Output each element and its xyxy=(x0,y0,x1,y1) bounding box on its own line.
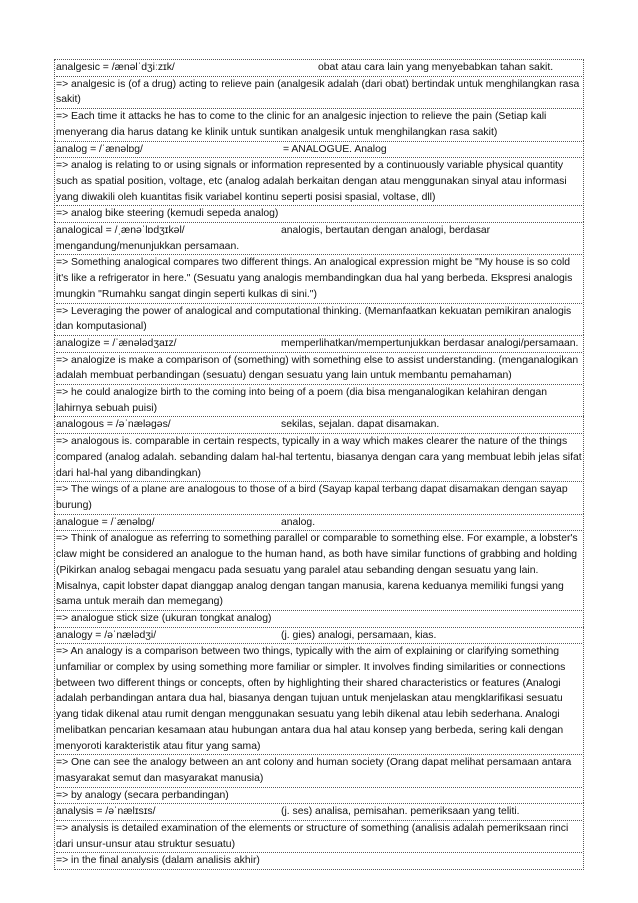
entry-term: analogical = /ˌænəˈlɒdʒɪkəl/ xyxy=(56,225,185,237)
entry-meaning: sekilas, sejalan. dapat disamakan. xyxy=(281,419,440,431)
entry-analgesic xyxy=(54,59,584,141)
entry-analogize xyxy=(54,335,584,417)
entry-line: => One can see the analogy between an ant colony and human society (Orang dapat melihat persamaan antara masyarakat semut dan masyarakat manusia) xyxy=(56,755,582,787)
entry-meaning: analog. xyxy=(281,516,316,528)
entry-headline xyxy=(56,336,582,353)
entry-line: => in the final analysis (dalam analisis akhir) xyxy=(56,855,260,867)
dictionary-document xyxy=(54,59,584,870)
entry-term: analog = /ˈænəlɒg/ xyxy=(56,143,143,155)
entry-headline xyxy=(56,628,582,645)
entry-line: => analgesic is (of a drug) acting to relieve pain (analgesik adalah (dari obat) bertindak untuk menghilangkan rasa sakit) xyxy=(56,77,582,109)
entry-line: => Leveraging the power of analogical and computational thinking. (Memanfaatkan kekuatan pemikiran analogis dan komputasional) xyxy=(56,305,572,333)
entry-analogous xyxy=(54,416,584,513)
entry-meaning: memperlihatkan/mempertunjukkan berdasar analogi/persamaan. xyxy=(281,337,579,349)
entry-meaning: analogis, bertautan dengan analogi, berdasar mengandung/menunjukkan persamaan. xyxy=(56,225,491,252)
entry-line: => analog is relating to or using signals or information represented by a continuously variable physical quantity such as spatial position, voltage, etc (analog adalah berkaitan dengan atau menggunakan sinyal atau informasi yang diwakili oleh kuantitas fisik variabel kontinu seperti posisi spasial, voltase, dll) xyxy=(56,158,582,206)
entry-meaning: = ANALOGUE. Analog xyxy=(283,143,387,155)
entry-analogue xyxy=(54,514,584,627)
entry-term: analgesic = /ænəlˈdʒiːzɪk/ xyxy=(56,62,175,73)
entry-line: => An analogy is a comparison between two things, typically with the aim of explaining or clarifying something unfamiliar or complex by using something more familiar or simpler. It involves finding similarities or connections between two different things or concepts, often by highlighting their shared characteristics or features (Analogi adalah perbandingan antara dua hal, biasanya dengan tujuan untuk menjelaskan atau mengklarifikasi sesuatu yang tidak dikenal atau rumit dengan menggunakan sesuatu yang lebih dikenal atau lebih sederhana. Analogi melibatkan pencarian kesamaan atau hubungan antara dua hal atau konsep yang berbeda, sering kali dengan menyoroti karakteristik atau fitur yang sama) xyxy=(56,644,582,755)
entry-analysis xyxy=(54,803,584,870)
entry-term: analogy = /əˈnælədʒi/ xyxy=(56,629,157,641)
entry-line: => analogue stick size (ukuran tongkat analog) xyxy=(56,612,272,624)
entry-line: => The wings of a plane are analogous to those of a bird (Sayap kapal terbang dapat disamakan dengan sayap burung) xyxy=(56,484,568,511)
entry-headline xyxy=(56,223,582,255)
entry-headline xyxy=(56,804,582,821)
entry-line: => Think of analogue as referring to something parallel or comparable to something else. For example, a lobster's claw might be considered an analogue to the human hand, as both have similar functions of grabbing and holding (Pikirkan analog sebagai mengacu pada sesuatu yang paralel atau sebanding dengan sesuatu yang lain. Misalnya, capit lobster dapat dianggap analog dengan tangan manusia, karena keduanya memiliki fungsi yang sama untuk meraih dan memegang) xyxy=(56,531,582,611)
entry-term: analogue = /ˈænəlɒg/ xyxy=(56,516,155,528)
entry-line: => Something analogical compares two different things. An analogical expression might be "My house is so cold it's like a refrigerator in here." (Sesuatu yang analogis membandingkan dua hal yang berbeda. Ekspresi analogis mungkin "Rumahku sangat dingin seperti kulkas di sini.") xyxy=(56,255,582,303)
entry-meaning: (j. gies) analogi, persamaan, kias. xyxy=(281,629,437,641)
entry-headline xyxy=(56,60,582,77)
entry-headline xyxy=(56,417,582,434)
entry-headline xyxy=(56,142,582,159)
entry-line: => analysis is detailed examination of the elements or structure of something (analisis adalah pemeriksaan rinci dari unsur-unsur atau struktur sesuatu) xyxy=(56,821,582,853)
entry-headline xyxy=(56,515,582,532)
entry-line: => analogize is make a comparison of (something) with something else to assist understanding. (menganalogikan adalah membuat perbandingan (sesuatu) dengan sesuatu yang lain untuk membantu pemahaman) xyxy=(56,353,582,385)
entry-analogical xyxy=(54,222,584,335)
entry-line: => analogous is. comparable in certain respects, typically in a way which makes clearer the nature of the things compared (analog adalah. sebanding dalam hal-hal tertentu, biasanya dengan cara yang membuat lebih jelas sifat dari hal-hal yang dibandingkan) xyxy=(56,434,582,482)
entry-line: => Each time it attacks he has to come to the clinic for an analgesic injection to relieve the pain (Setiap kali menyerang dia harus datang ke klinik untuk suntikan analgesik untuk menghilangkan rasa sakit) xyxy=(56,111,547,138)
entry-line: => by analogy (secara perbandingan) xyxy=(56,789,229,801)
entry-term: analysis = /əˈnælɪsɪs/ xyxy=(56,806,156,818)
entry-meaning: obat atau cara lain yang menyebabkan tahan sakit. xyxy=(318,62,554,73)
entry-analogy xyxy=(54,627,584,804)
entry-meaning: (j. ses) analisa, pemisahan. pemeriksaan yang teliti. xyxy=(281,806,520,818)
entry-term: analogous = /əˈnæləgəs/ xyxy=(56,419,171,431)
entry-analog xyxy=(54,141,584,223)
entry-term: analogize = /ˈænələdʒaɪz/ xyxy=(56,337,177,349)
entry-line: => he could analogize birth to the coming into being of a poem (dia bisa menganalogikan kelahiran dengan lahirnya sebuah puisi) xyxy=(56,387,548,414)
entry-line: => analog bike steering (kemudi sepeda analog) xyxy=(56,208,279,220)
